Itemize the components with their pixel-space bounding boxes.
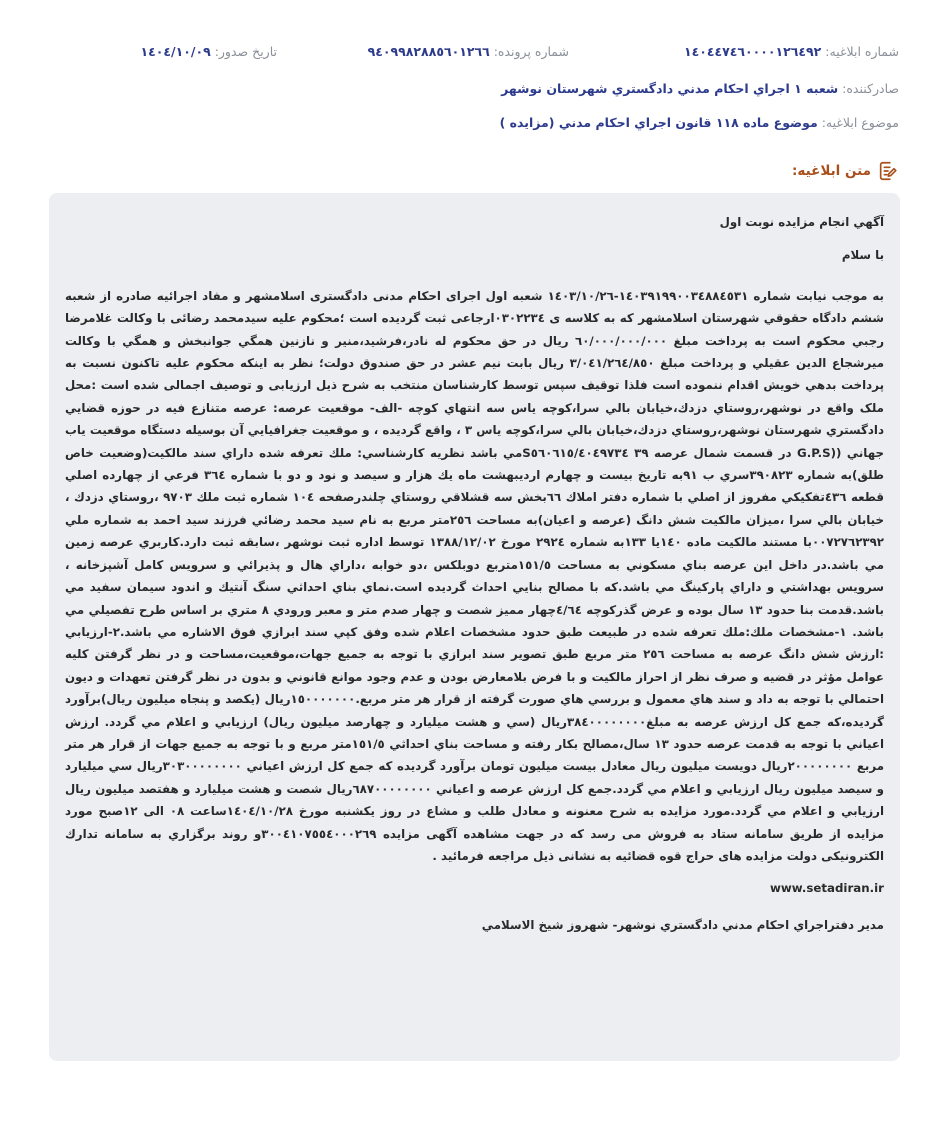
notice-number: [684, 44, 899, 59]
issue-date-value: ١٤٠٤/١٠/٠٩: [140, 44, 211, 59]
case-number-label: شماره پرونده:: [493, 44, 569, 59]
issue-date-label: تاريخ صدور:: [214, 44, 277, 59]
notice-text-title: متن ابلاغيه:: [792, 163, 871, 179]
notice-signature: مدير دفتراجراي احكام مدني دادگستري نوشهر- شهروز شيخ الاسلامي: [481, 917, 884, 932]
issue-date: [141, 44, 277, 59]
notice-body: به موجب نيابت شماره ١٤٠٣٩١٩٩٠٠٣٤٨٨٤٥٣١-١٤٠٣/١٠/٢٦ شعبه اول اجراى احكام مدنى دادگسترى اسلامشهر و مفاد اجرائيه صادره از شعبه ششم دادگاه حقوقي شهرستان اسلامشهر كه به كلاسه ى ٠٣٠٢٢٣٤ارجاعى ثبت گرديده است ؛محكوم عليه سيدمحمد رضائى با وكالت غلامرضا رجبي محكوم است به پرداخت مبلغ ٦٠/٠٠٠/٠٠٠/٠٠٠ ريال در حق محكوم له نادر،فرشيد،منير و نازنين همگي جوانبخش و همگي با وكالت ميرشجاع الدين عقيلي و پرداخت مبلغ ٣/٠٤١/٢٦٤/٨٥٠ ريال بابت نيم عشر در حق صندوق دولت؛ نظر به اينكه محكوم عليه تاكنون نسبت به پرداخت بدهي خويش اقدام ننموده است فلذا توقيف سپس توسط كارشناسان منتخب به شرح ذيل ارزيابى و توصيف اجمالى شده است :محل ملک واقع در نوشهر،روستاي دزدك،خيابان بالي سرا،كوچه ياس سه انتهاي كوچه -الف- موقعيت عرصه: عرصه متنازع فيه در حوزه قضايي دادگستري شهرستان نوشهر،روستاي دزدك،خيابان بالي سرا،كوچه ياس ٣ ، واقع گرديده ، و موقعيت جغرافيايي آن بوسيله دستگاه موقعيت ياب جهاني ((G.P.S در قسمت شمال عرصه ٣٩ S٥٦٠٦١٥/٤٠٤٩٧٣٤مي باشد نظريه كارشناسي: ملك تعرفه شده داراي سند مالكيت(وضعيت خاص طلق)به شماره ٣٩٠٨٢٣سري ب ٩١به تاريخ بيست و چهارم ارديبهشت ماه يك هزار و سيصد و نود و دو با شماره ٣٦٤ فرعي از چهارده اصلي قطعه ٤٣٦تفكيكي مفروز از اصلي با شماره دفتر املاك ٦٦بخش سه قشلاقي روستاي چلندرصفحه ١٠٤ شماره ثبت ملك ٩٧٠٣ ،روستاي دزدك ، خيابان بالي سرا ،ميزان مالكيت شش دانگ (عرصه و اعيان)به مساحت ٢٥٦متر مربع به نام سيد محمد رضائي فرزند سيد احمد به شماره ملي ٠٠٧٢٧٦٢٣٩٢با مستند مالكيت ماده ١٤٠يا ١٣٣به شماره ٢٩٢٤ مورخ ١٣٨٨/١٢/٠٢ توسط اداره ثبت نوشهر ،سابقه ثبت دارد.كاربري عرصه زمين مي باشد.در داخل اين عرصه بناي مسكوني به مساحت ١٥١/٥متربع دوبلكس ،دو خوابه ،داراي هال و پذيرائي و سرويس كامل آشپزخانه ، سرويس بهداشتي و داراي پاركينگ مي باشد.كه با مصالح بنايي احداث گرديده است.نماي بناي احداثي سنگ آنتيك و اندود سيمان سفيد مي باشد.قدمت بنا حدود ١٣ سال بوده و عرض گذركوچه ٤/٦٤چهار مميز شصت و چهار صدم متر و معبر ورودي ٨ متري بر اساس طرح تفصيلي مي باشد. ١-مشخصات ملك:ملك تعرفه شده در طبيعت طبق حدود مشخصات اعلام شده وفق كپي سند ابرازي فوق الاشاره مي باشد.٢-ارزيابي :ارزش شش دانگ عرصه به مساحت ٢٥٦ متر مربع طبق تصوير سند ابرازي با توجه به جميع جهات،موقعيت،مساحت و در نظر گرفتن كليه عوامل مؤثر در قضيه و صرف نظر از احراز مالكيت و با فرض بلامعارض بودن و عدم وجود موانع قانوني و بدون در نظر گرفتن تعهدات و ديون احتمالي با توجه به داد و سند هاي معمول و بررسي هاي صورت گرفته از قرار هر متر مربع.١٥٠٠٠٠٠٠٠ريال (يكصد و پنجاه ميليون ريال)برآورد گرديده،كه جمع كل ارزش عرصه به مبلغ٣٨٤٠٠٠٠٠٠٠٠ريال (سي و هشت ميليارد و چهارصد ميليون ريال) ارزيابي و اعلام مي گردد. ارزش اعياني با توجه به قدمت عرصه حدود ١٣ سال،مصالح بكار رفته و مساحت بناي احداثي ١٥١/٥متر مربع و با توجه به جميع جهات از قرار هر متر مربع ٢٠٠٠٠٠٠٠٠ريال دويست ميليون ريال معادل بيست ميليون تومان برآورد گرديده كه جمع كل ارزش اعياني ٣٠٣٠٠٠٠٠٠٠٠ريال سي ميليارد و سيصد ميليون ريال ارزيابي و اعلام مي گردد.جمع كل ارزش عرصه و اعياني ٦٨٧٠٠٠٠٠٠٠٠ريال شصت و هشت ميليارد و هفتصد ميليون ريال ارزيابي و اعلام مي گردد.مورد مزايده به شرح معنونه و معادل طلب و مشاع در روز يكشنبه مورخ ١٤٠٤/١٠/٢٨ساعت ٠٨ الى ١٢صبح مورد مزايده از طريق سامانه ستاد به فروش مى رسد كه در جهت مشاهده آگهى مزايده ٣٠٠٤١٠٧٥٥٤٠٠٠٢٦٩و روند برگزاري به سامانه تدارك الكترونيكى دولت مزايده هاى حراج قوه قضائيه به نشانى ذيل مراجعه فرمائيد .: [65, 288, 885, 863]
notice-meta-row: [40, 44, 899, 66]
issuer-row: [40, 81, 899, 96]
issuer-value: شعبه ١ اجراي احكام مدني دادگستري شهرستان نوشهر: [501, 81, 839, 96]
notice-content-box: [49, 193, 900, 1061]
notice-text-header: [792, 160, 899, 182]
notice-heading: آگهي انجام مزايده نوبت اول: [719, 215, 884, 229]
document-edit-icon: [877, 160, 899, 182]
case-number: [368, 44, 569, 59]
subject-row: [40, 115, 899, 130]
issuer-label: صادرکننده:: [842, 81, 899, 96]
subject-label: موضوع ابلاغيه:: [821, 115, 899, 130]
case-number-value: ٩٤٠٩٩٨٢٨٨٥٦٠١٢٦٦: [367, 44, 490, 59]
subject-value: موضوع ماده ١١٨ قانون اجراي احكام مدني (مزايده ): [499, 115, 818, 130]
notice-number-label: شماره ابلاغيه:: [825, 44, 899, 59]
notice-greeting: با سلام: [841, 248, 884, 263]
notice-website-link[interactable]: www.setadiran.ir: [769, 881, 884, 896]
notice-number-value: ١٤٠٤٤٧٤٦٠٠٠٠١٢٦٤٩٢: [683, 44, 822, 59]
